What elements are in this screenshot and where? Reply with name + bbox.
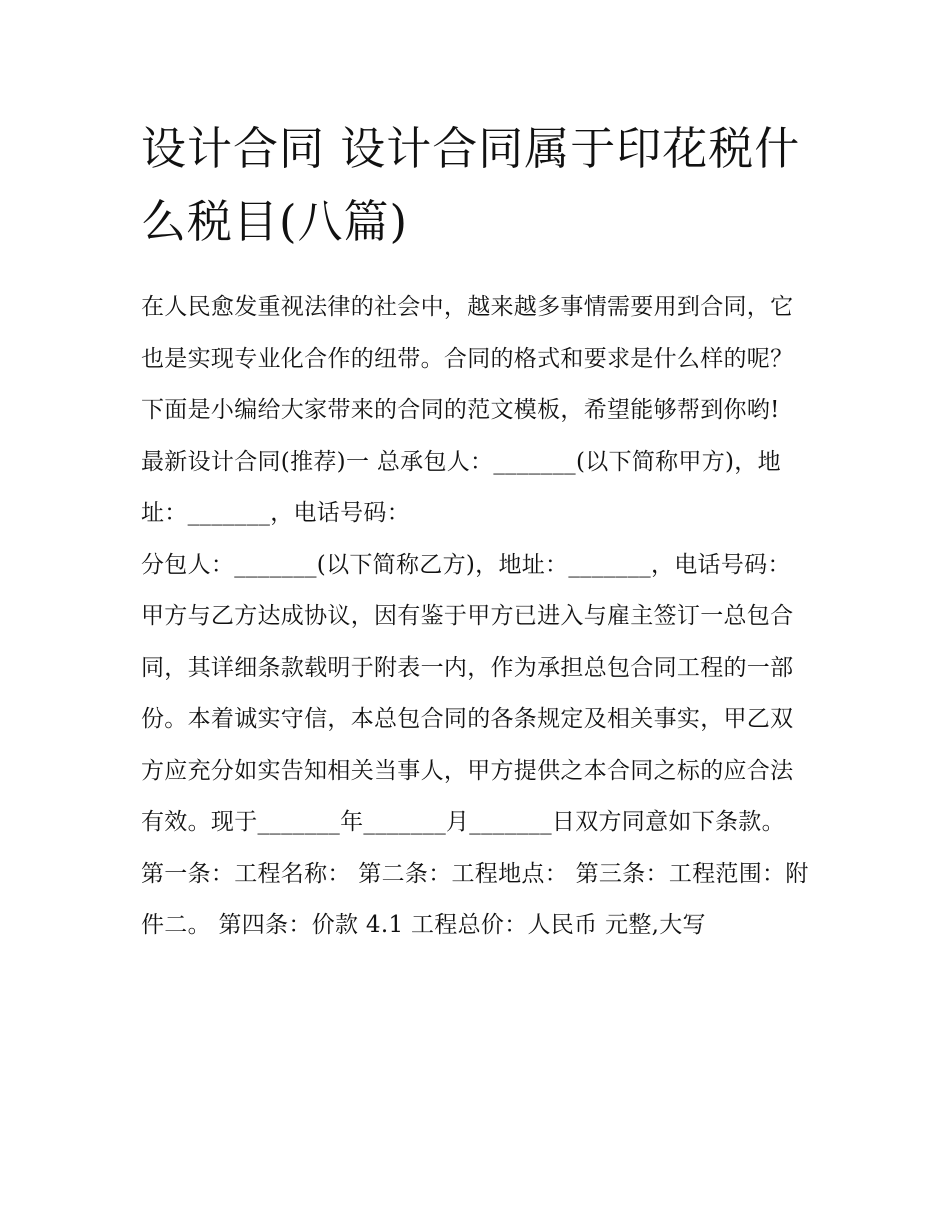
subcontractor-info-paragraph: 分包人：_______(以下简称乙方)，地址：_______，电话号码：: [141, 551, 791, 578]
contractor-info-paragraph: 最新设计合同(推荐)一 总承包人：_______(以下简称甲方)，地址：_______，电话号码：: [141, 448, 781, 526]
document-body: [141, 112, 813, 952]
agreement-paragraph: 甲方与乙方达成协议，因有鉴于甲方已进入与雇主签订一总包合同，其详细条款载明于附表一内，作为承担总包合同工程的一部份。本着诚实守信，本总包合同的各条规定及相关事实，甲乙双方应充分如实告知相关当事人，甲方提供之本合同之标的应合法有效。现于_______年_______月_______日双方同意如下条款。: [141, 603, 794, 835]
clauses-paragraph: 第一条：工程名称： 第二条：工程地点： 第三条：工程范围：附件二。 第四条：价款 4.1 工程总价：人民币 元整,大写: [141, 860, 809, 938]
document-title: 设计合同 设计合同属于印花税什么税目(八篇): [141, 122, 801, 248]
intro-paragraph: 在人民愈发重视法律的社会中，越来越多事情需要用到合同，它也是实现专业化合作的纽带。合同的格式和要求是什么样的呢？下面是小编给大家带来的合同的范文模板，希望能够帮到你哟!: [141, 294, 794, 423]
